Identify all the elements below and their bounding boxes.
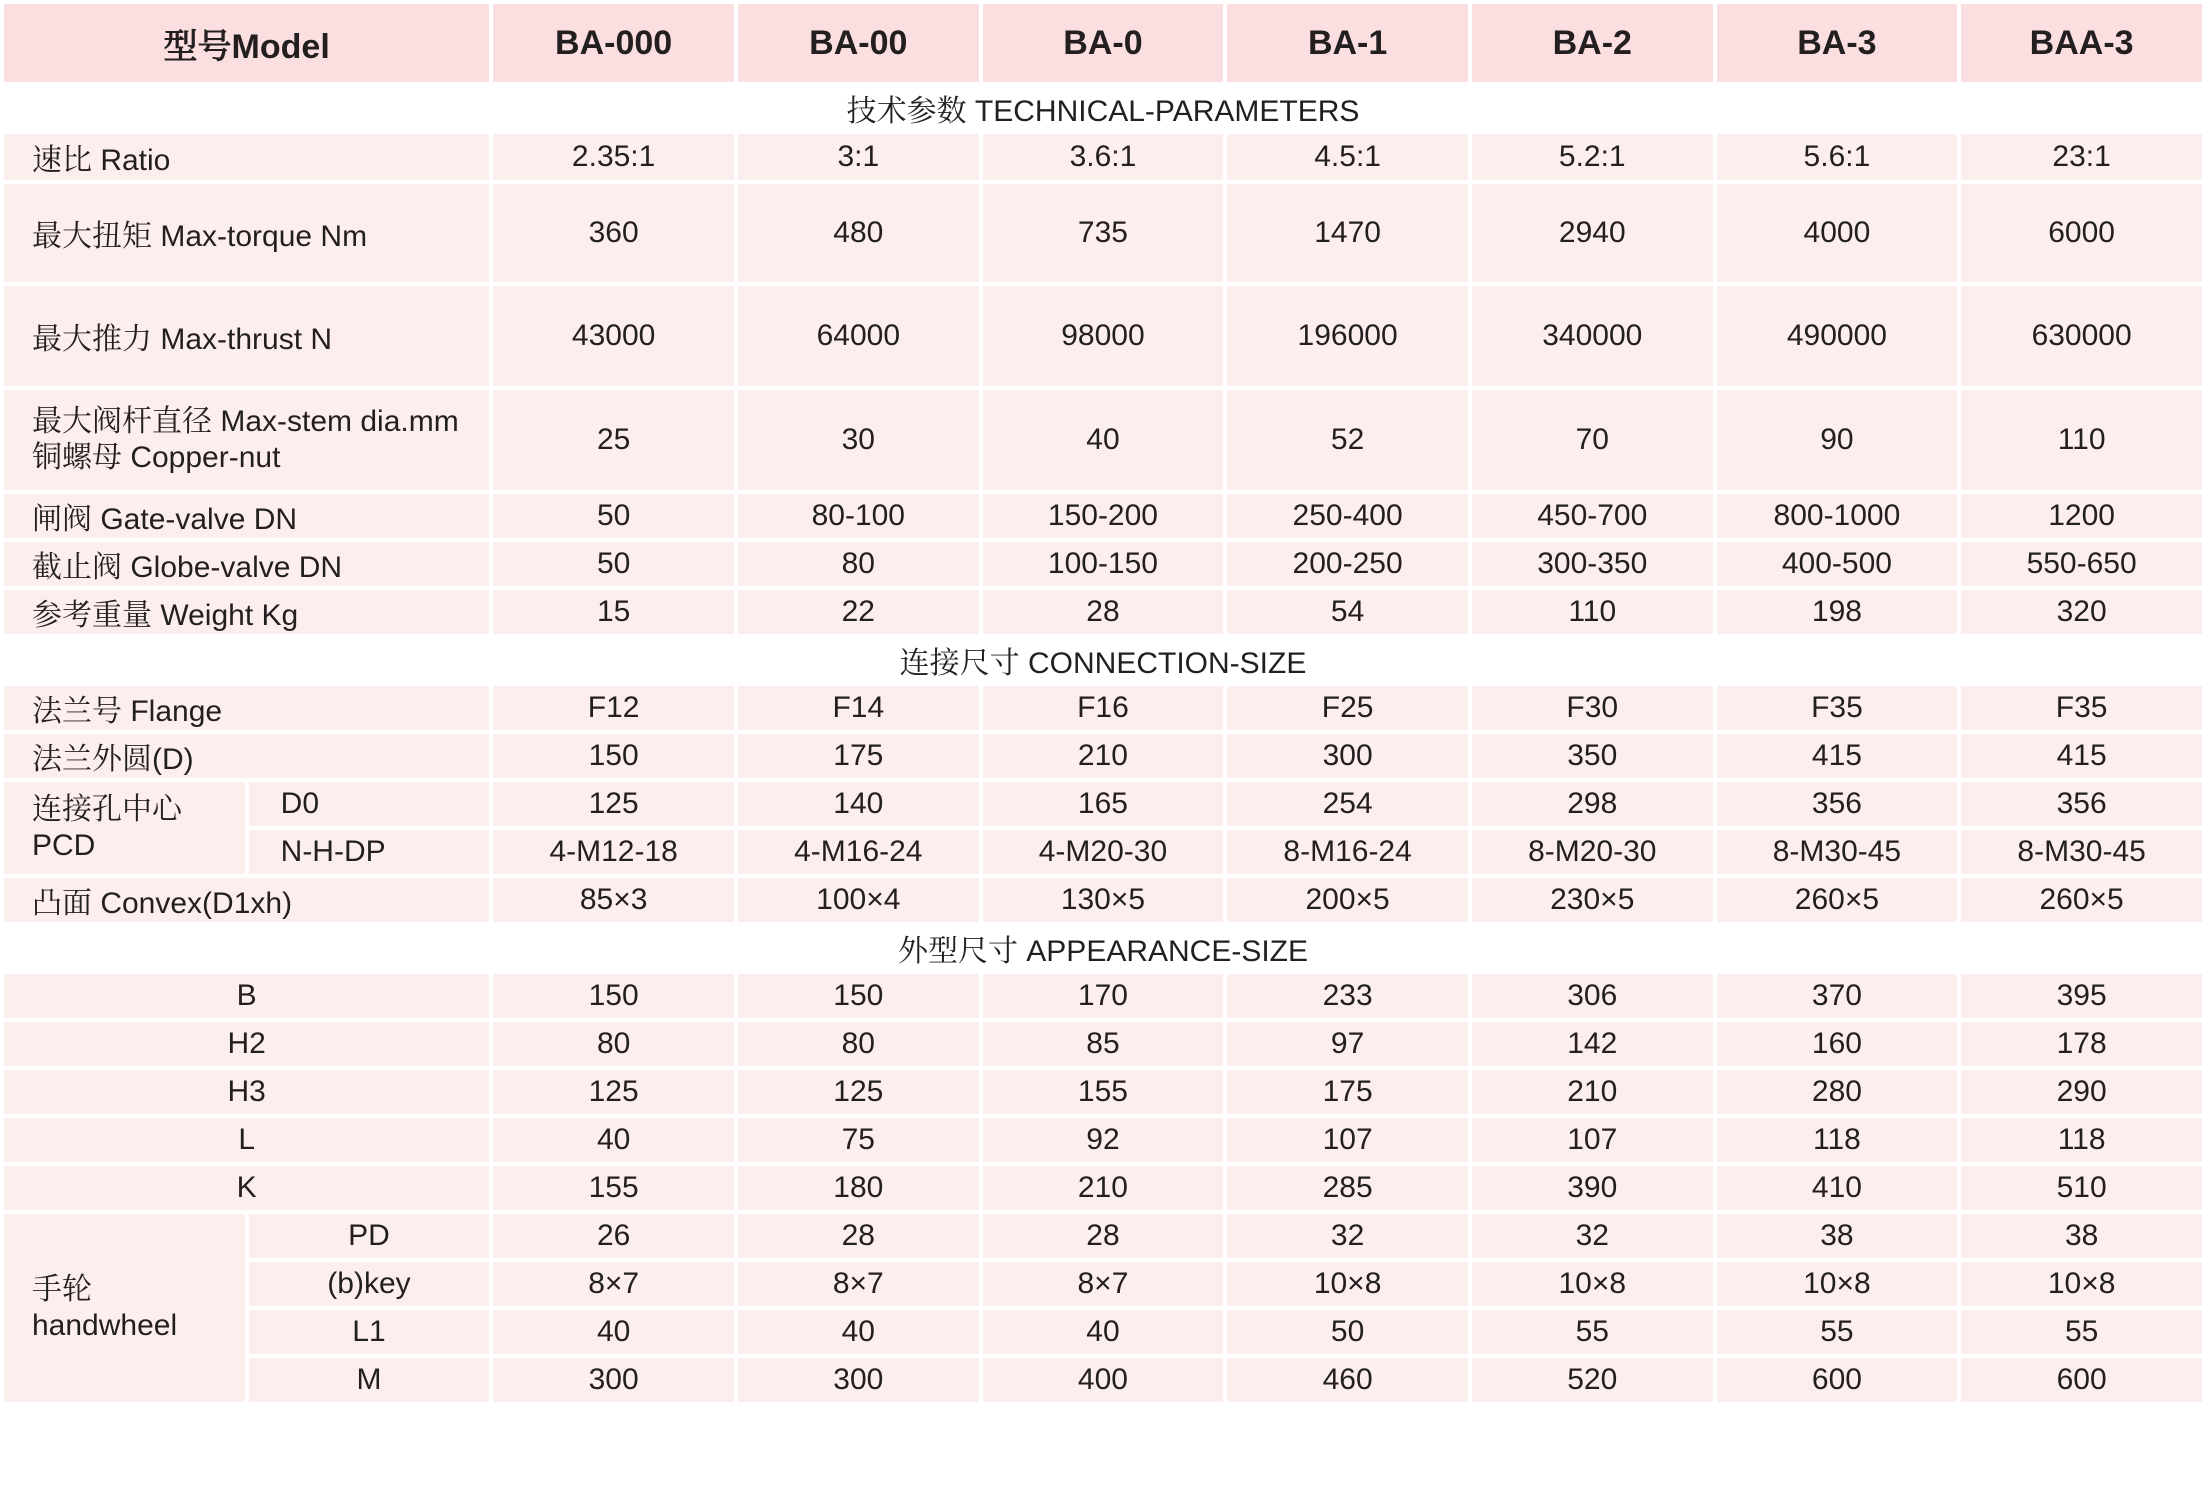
value-cell: 230×5 xyxy=(1472,878,1713,922)
value-cell: 92 xyxy=(983,1118,1224,1162)
connection-row xyxy=(4,878,2202,922)
value-cell: 85 xyxy=(983,1022,1224,1066)
row-label: 最大推力 Max-thrust N xyxy=(4,286,489,386)
technical-row xyxy=(4,542,2202,586)
row-label: 最大扭矩 Max-torque Nm xyxy=(4,184,489,282)
value-cell: 198 xyxy=(1717,590,1958,634)
value-cell: 490000 xyxy=(1717,286,1958,386)
value-cell: F35 xyxy=(1717,686,1958,730)
value-cell: 165 xyxy=(983,782,1224,826)
value-cell: 110 xyxy=(1472,590,1713,634)
section-title: 外型尺寸 APPEARANCE-SIZE xyxy=(4,926,2202,970)
value-cell: 254 xyxy=(1227,782,1468,826)
value-cell: 510 xyxy=(1961,1166,2202,1210)
value-cell: 400 xyxy=(983,1358,1224,1402)
value-cell: 118 xyxy=(1717,1118,1958,1162)
model-column-header: BA-00 xyxy=(738,4,979,82)
value-cell: 600 xyxy=(1961,1358,2202,1402)
row-label: 参考重量 Weight Kg xyxy=(4,590,489,634)
value-cell: 80 xyxy=(738,542,979,586)
value-cell: 4-M12-18 xyxy=(493,830,734,874)
label-line-1: 手轮 xyxy=(32,1273,92,1306)
value-cell: 75 xyxy=(738,1118,979,1162)
value-cell: 300 xyxy=(738,1358,979,1402)
value-cell: 150 xyxy=(493,734,734,778)
value-cell: 356 xyxy=(1717,782,1958,826)
section-appearance xyxy=(4,926,2202,970)
row-group-label xyxy=(4,1214,245,1402)
value-cell: F12 xyxy=(493,686,734,730)
value-cell: 8-M20-30 xyxy=(1472,830,1713,874)
value-cell: 210 xyxy=(1472,1070,1713,1114)
value-cell: 196000 xyxy=(1227,286,1468,386)
value-cell: 50 xyxy=(493,494,734,538)
value-cell: 50 xyxy=(493,542,734,586)
value-cell: 28 xyxy=(983,590,1224,634)
technical-row xyxy=(4,590,2202,634)
value-cell: 180 xyxy=(738,1166,979,1210)
section-connection xyxy=(4,638,2202,682)
value-cell: 250-400 xyxy=(1227,494,1468,538)
value-cell: 107 xyxy=(1472,1118,1713,1162)
value-cell: 40 xyxy=(983,1310,1224,1354)
value-cell: 2.35:1 xyxy=(493,134,734,180)
value-cell: 97 xyxy=(1227,1022,1468,1066)
value-cell: 298 xyxy=(1472,782,1713,826)
model-column-header: BAA-3 xyxy=(1961,4,2202,82)
appearance-row xyxy=(4,1166,2202,1210)
sub-label: PD xyxy=(249,1214,490,1258)
value-cell: 3:1 xyxy=(738,134,979,180)
row-label: L xyxy=(4,1118,489,1162)
value-cell: 70 xyxy=(1472,390,1713,490)
value-cell: 118 xyxy=(1961,1118,2202,1162)
value-cell: 26 xyxy=(493,1214,734,1258)
value-cell: 306 xyxy=(1472,974,1713,1018)
value-cell: 630000 xyxy=(1961,286,2202,386)
value-cell: 43000 xyxy=(493,286,734,386)
row-label: K xyxy=(4,1166,489,1210)
value-cell: 50 xyxy=(1227,1310,1468,1354)
value-cell: 140 xyxy=(738,782,979,826)
value-cell: 2940 xyxy=(1472,184,1713,282)
value-cell: 32 xyxy=(1227,1214,1468,1258)
value-cell: 600 xyxy=(1717,1358,1958,1402)
value-cell: 55 xyxy=(1472,1310,1713,1354)
value-cell: 125 xyxy=(738,1070,979,1114)
value-cell: 40 xyxy=(738,1310,979,1354)
value-cell: 175 xyxy=(1227,1070,1468,1114)
value-cell: 55 xyxy=(1961,1310,2202,1354)
value-cell: 54 xyxy=(1227,590,1468,634)
value-cell: 52 xyxy=(1227,390,1468,490)
value-cell: 155 xyxy=(983,1070,1224,1114)
value-cell: 260×5 xyxy=(1961,878,2202,922)
technical-row xyxy=(4,494,2202,538)
value-cell: 38 xyxy=(1961,1214,2202,1258)
value-cell: 260×5 xyxy=(1717,878,1958,922)
value-cell: 200×5 xyxy=(1227,878,1468,922)
value-cell: 30 xyxy=(738,390,979,490)
row-label: H3 xyxy=(4,1070,489,1114)
row-label: 闸阀 Gate-valve DN xyxy=(4,494,489,538)
value-cell: 150 xyxy=(738,974,979,1018)
value-cell: 340000 xyxy=(1472,286,1713,386)
value-cell: 460 xyxy=(1227,1358,1468,1402)
appearance-row xyxy=(4,1070,2202,1114)
value-cell: 200-250 xyxy=(1227,542,1468,586)
value-cell: 10×8 xyxy=(1717,1262,1958,1306)
handwheel-row xyxy=(4,1310,2202,1354)
appearance-row xyxy=(4,974,2202,1018)
value-cell: 8-M30-45 xyxy=(1717,830,1958,874)
value-cell: 100-150 xyxy=(983,542,1224,586)
value-cell: 125 xyxy=(493,1070,734,1114)
value-cell: 175 xyxy=(738,734,979,778)
value-cell: 55 xyxy=(1717,1310,1958,1354)
row-label: 截止阀 Globe-valve DN xyxy=(4,542,489,586)
appearance-row xyxy=(4,1022,2202,1066)
value-cell: 80-100 xyxy=(738,494,979,538)
value-cell: 290 xyxy=(1961,1070,2202,1114)
value-cell: 210 xyxy=(983,734,1224,778)
value-cell: 110 xyxy=(1961,390,2202,490)
value-cell: 8×7 xyxy=(983,1262,1224,1306)
connection-row xyxy=(4,686,2202,730)
value-cell: 142 xyxy=(1472,1022,1713,1066)
value-cell: 5.2:1 xyxy=(1472,134,1713,180)
value-cell: F14 xyxy=(738,686,979,730)
value-cell: 10×8 xyxy=(1472,1262,1713,1306)
value-cell: 98000 xyxy=(983,286,1224,386)
row-label xyxy=(4,390,489,490)
handwheel-row xyxy=(4,1214,2202,1258)
value-cell: 400-500 xyxy=(1717,542,1958,586)
value-cell: 32 xyxy=(1472,1214,1713,1258)
value-cell: 1200 xyxy=(1961,494,2202,538)
value-cell: 300 xyxy=(493,1358,734,1402)
row-label: B xyxy=(4,974,489,1018)
sub-label: (b)key xyxy=(249,1262,490,1306)
value-cell: 395 xyxy=(1961,974,2202,1018)
row-label: 凸面 Convex(D1xh) xyxy=(4,878,489,922)
value-cell: 40 xyxy=(493,1118,734,1162)
value-cell: 38 xyxy=(1717,1214,1958,1258)
row-label: 速比 Ratio xyxy=(4,134,489,180)
value-cell: 6000 xyxy=(1961,184,2202,282)
model-column-header: BA-2 xyxy=(1472,4,1713,82)
value-cell: F25 xyxy=(1227,686,1468,730)
value-cell: 4-M16-24 xyxy=(738,830,979,874)
row-label: 法兰号 Flange xyxy=(4,686,489,730)
value-cell: 735 xyxy=(983,184,1224,282)
value-cell: 22 xyxy=(738,590,979,634)
value-cell: 320 xyxy=(1961,590,2202,634)
value-cell: 160 xyxy=(1717,1022,1958,1066)
value-cell: 280 xyxy=(1717,1070,1958,1114)
value-cell: 4-M20-30 xyxy=(983,830,1224,874)
value-cell: 107 xyxy=(1227,1118,1468,1162)
value-cell: 415 xyxy=(1717,734,1958,778)
technical-row xyxy=(4,390,2202,490)
value-cell: 800-1000 xyxy=(1717,494,1958,538)
row-group-label xyxy=(4,782,245,874)
value-cell: 5.6:1 xyxy=(1717,134,1958,180)
value-cell: 178 xyxy=(1961,1022,2202,1066)
value-cell: 90 xyxy=(1717,390,1958,490)
label-line-2: 铜螺母 Copper-nut xyxy=(32,441,281,474)
connection-row xyxy=(4,734,2202,778)
value-cell: 210 xyxy=(983,1166,1224,1210)
spec-table-body xyxy=(4,4,2202,1402)
model-column-header: BA-000 xyxy=(493,4,734,82)
value-cell: 4.5:1 xyxy=(1227,134,1468,180)
value-cell: 64000 xyxy=(738,286,979,386)
value-cell: 100×4 xyxy=(738,878,979,922)
value-cell: 285 xyxy=(1227,1166,1468,1210)
value-cell: 360 xyxy=(493,184,734,282)
value-cell: 8×7 xyxy=(493,1262,734,1306)
value-cell: 550-650 xyxy=(1961,542,2202,586)
value-cell: 356 xyxy=(1961,782,2202,826)
value-cell: 155 xyxy=(493,1166,734,1210)
value-cell: 85×3 xyxy=(493,878,734,922)
value-cell: 300-350 xyxy=(1472,542,1713,586)
label-line-1: 最大阀杆直径 Max-stem dia.mm xyxy=(32,405,459,438)
row-label: 法兰外圆(D) xyxy=(4,734,489,778)
value-cell: 170 xyxy=(983,974,1224,1018)
value-cell: 520 xyxy=(1472,1358,1713,1402)
connection-row xyxy=(4,830,2202,874)
value-cell: 15 xyxy=(493,590,734,634)
value-cell: F30 xyxy=(1472,686,1713,730)
handwheel-row xyxy=(4,1262,2202,1306)
value-cell: 390 xyxy=(1472,1166,1713,1210)
sub-label: L1 xyxy=(249,1310,490,1354)
connection-row xyxy=(4,782,2202,826)
value-cell: 4000 xyxy=(1717,184,1958,282)
sub-label: N-H-DP xyxy=(249,830,490,874)
value-cell: 8-M16-24 xyxy=(1227,830,1468,874)
value-cell: F35 xyxy=(1961,686,2202,730)
appearance-row xyxy=(4,1118,2202,1162)
row-label: H2 xyxy=(4,1022,489,1066)
value-cell: 233 xyxy=(1227,974,1468,1018)
handwheel-row xyxy=(4,1358,2202,1402)
label-line-2: handwheel xyxy=(32,1309,178,1342)
model-header: 型号Model xyxy=(4,4,489,82)
value-cell: 40 xyxy=(493,1310,734,1354)
header-row xyxy=(4,4,2202,82)
value-cell: 1470 xyxy=(1227,184,1468,282)
value-cell: 370 xyxy=(1717,974,1958,1018)
value-cell: 10×8 xyxy=(1227,1262,1468,1306)
value-cell: 23:1 xyxy=(1961,134,2202,180)
value-cell: 8×7 xyxy=(738,1262,979,1306)
value-cell: 10×8 xyxy=(1961,1262,2202,1306)
label-line-2: PCD xyxy=(32,829,96,862)
section-title: 连接尺寸 CONNECTION-SIZE xyxy=(4,638,2202,682)
value-cell: 150 xyxy=(493,974,734,1018)
value-cell: 300 xyxy=(1227,734,1468,778)
value-cell: 3.6:1 xyxy=(983,134,1224,180)
value-cell: 130×5 xyxy=(983,878,1224,922)
value-cell: 150-200 xyxy=(983,494,1224,538)
sub-label: D0 xyxy=(249,782,490,826)
technical-row xyxy=(4,184,2202,282)
technical-row xyxy=(4,134,2202,180)
value-cell: 80 xyxy=(738,1022,979,1066)
section-title: 技术参数 TECHNICAL-PARAMETERS xyxy=(4,86,2202,130)
value-cell: 125 xyxy=(493,782,734,826)
value-cell: F16 xyxy=(983,686,1224,730)
value-cell: 40 xyxy=(983,390,1224,490)
model-column-header: BA-0 xyxy=(983,4,1224,82)
value-cell: 8-M30-45 xyxy=(1961,830,2202,874)
model-column-header: BA-3 xyxy=(1717,4,1958,82)
model-column-header: BA-1 xyxy=(1227,4,1468,82)
label-line-1: 连接孔中心 xyxy=(32,793,182,826)
value-cell: 80 xyxy=(493,1022,734,1066)
value-cell: 415 xyxy=(1961,734,2202,778)
value-cell: 410 xyxy=(1717,1166,1958,1210)
value-cell: 350 xyxy=(1472,734,1713,778)
value-cell: 28 xyxy=(983,1214,1224,1258)
technical-row xyxy=(4,286,2202,386)
value-cell: 28 xyxy=(738,1214,979,1258)
sub-label: M xyxy=(249,1358,490,1402)
value-cell: 480 xyxy=(738,184,979,282)
value-cell: 25 xyxy=(493,390,734,490)
value-cell: 450-700 xyxy=(1472,494,1713,538)
section-technical xyxy=(4,86,2202,130)
